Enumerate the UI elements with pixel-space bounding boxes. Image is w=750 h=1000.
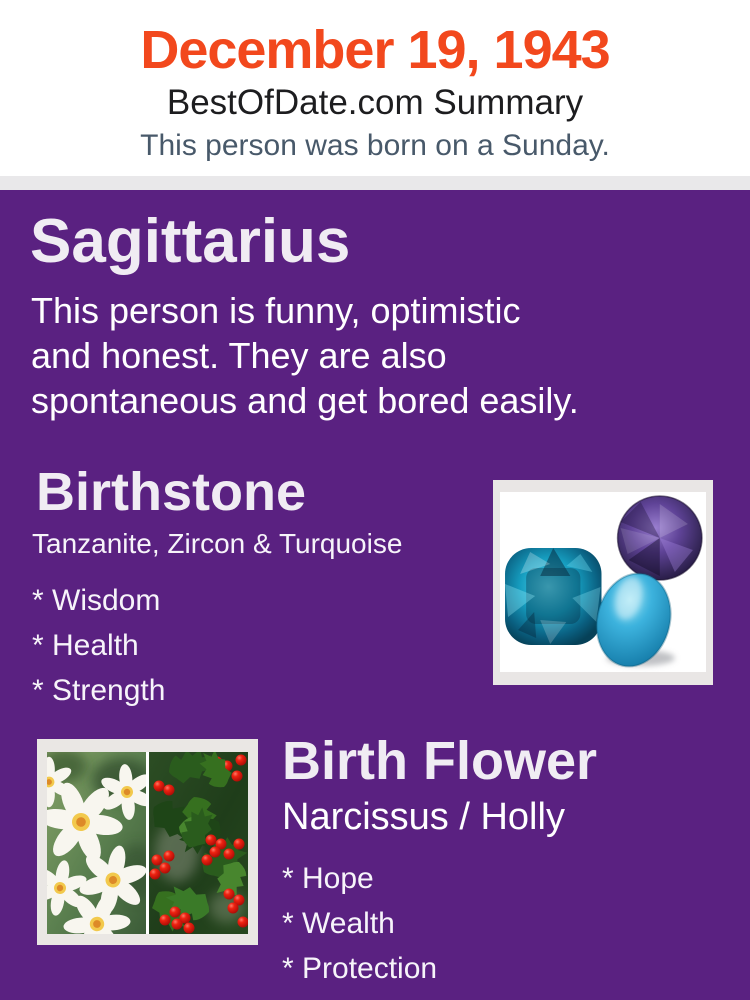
summary-body: [0, 190, 750, 1000]
birth-flower-trait-item: * Wealth: [282, 907, 395, 940]
birth-flower-trait-item: * Hope: [282, 862, 374, 895]
zodiac-description-line: and honest. They are also: [31, 335, 447, 376]
birth-flower-image: [47, 752, 248, 934]
birthstone-trait-list: [32, 578, 165, 713]
birth-flower-heading: Birth Flower: [282, 731, 598, 791]
birth-flower-names: Narcissus / Holly: [282, 796, 565, 838]
zodiac-description-line: This person is funny, optimistic: [31, 290, 521, 331]
tanzanite-round-gem: [618, 496, 702, 580]
zodiac-description-line: spontaneous and get bored easily.: [31, 380, 579, 421]
zodiac-description: [31, 288, 579, 423]
birth-flower-section: [282, 730, 597, 991]
gemstones-illustration: [500, 492, 706, 672]
birthstone-heading: Birthstone: [36, 462, 306, 522]
birthstone-trait-item: * Wisdom: [32, 584, 161, 617]
date-title: December 19, 1943: [140, 20, 610, 80]
birthstone-image: [500, 492, 706, 672]
birth-flower-trait-list: [282, 856, 597, 991]
holly-photo: [149, 752, 248, 934]
birth-flower-trait-item: * Protection: [282, 952, 438, 985]
narcissus-photo: [47, 752, 146, 934]
divider-bar: [0, 176, 750, 190]
birthstone-names: Tanzanite, Zircon & Turquoise: [32, 528, 403, 559]
header-section: [0, 0, 750, 176]
birth-flower-image-card: [37, 739, 258, 945]
blue-zircon-cushion-gem: [505, 548, 601, 645]
site-summary-title: BestOfDate.com Summary: [166, 83, 584, 122]
born-day-line: This person was born on a Sunday.: [140, 129, 610, 162]
zodiac-sign-heading: Sagittarius: [30, 207, 351, 276]
birthstone-image-card: [493, 480, 713, 685]
birthstone-trait-item: * Health: [32, 629, 139, 662]
birthstone-trait-item: * Strength: [32, 674, 166, 707]
